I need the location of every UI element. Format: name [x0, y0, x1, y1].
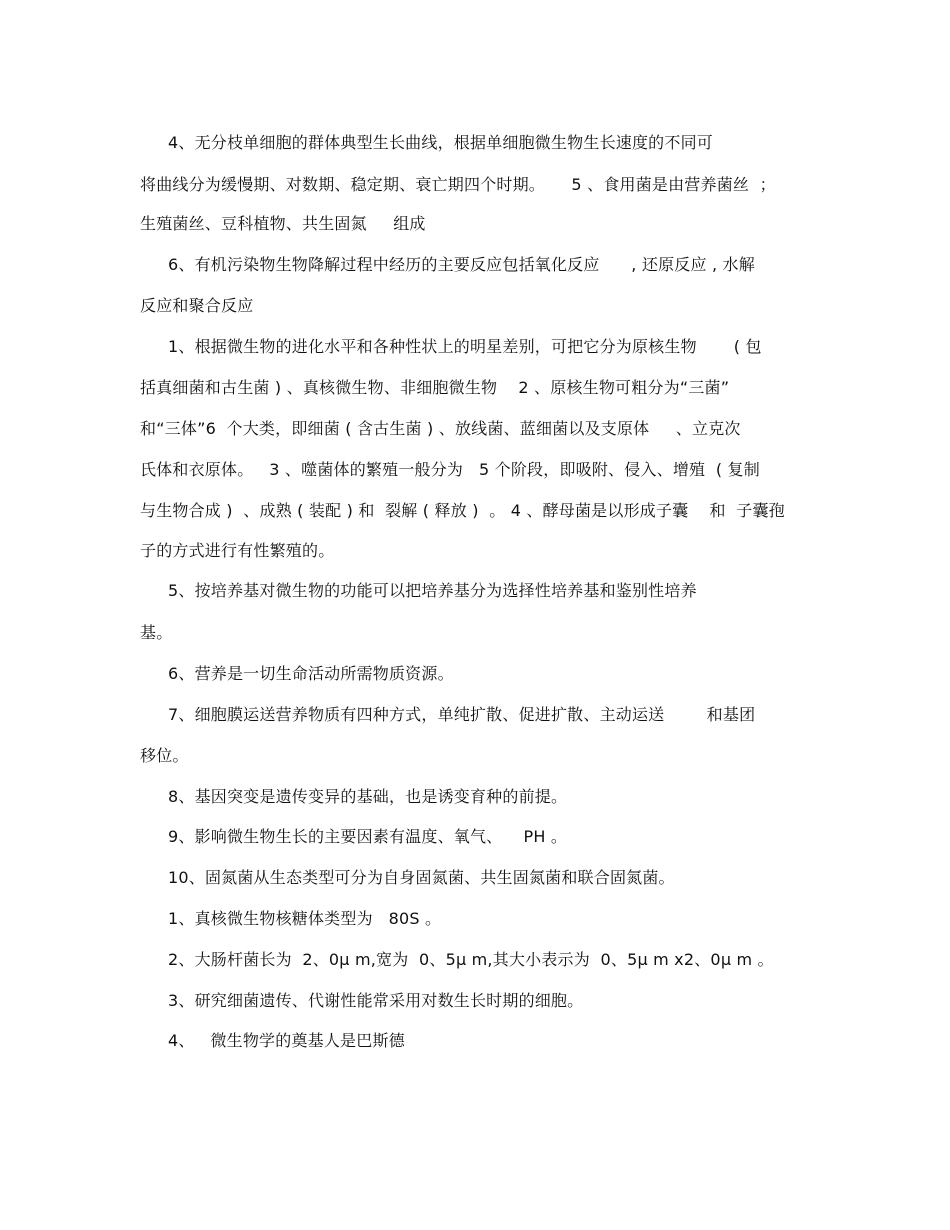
text-line: 6、有机污染物生物降解过程中经历的主要反应包括氧化反应 , 还原反应 , 水解	[168, 255, 755, 274]
text-line: 反应和聚合反应	[140, 296, 254, 315]
text-line: 与生物合成 ) 、成熟 ( 装配 ) 和 裂解 ( 释放 ) 。 4 、酵母菌是以形成子囊 和 子囊孢	[140, 501, 785, 520]
text-line: 1、真核微生物核糖体类型为 80S 。	[168, 909, 442, 928]
text-line: 将曲线分为缓慢期、对数期、稳定期、衰亡期四个时期。 5 、食用菌是由营养菌丝 ；	[140, 175, 776, 194]
text-line: 和“三体”6 个大类，即细菌 ( 含古生菌 ) 、放线菌、蓝细菌以及支原体 、立克次	[140, 419, 741, 438]
text-line: 7、细胞膜运送营养物质有四种方式，单纯扩散、促进扩散、主动运送 和基团	[168, 705, 756, 724]
text-line: 子的方式进行有性繁殖的。	[140, 541, 335, 560]
text-line: 移位。	[140, 746, 189, 765]
text-line: 基。	[140, 623, 173, 642]
text-line: 6、营养是一切生命活动所需物质资源。	[168, 664, 454, 683]
text-line: 9、影响微生物生长的主要因素有温度、氧气、 PH 。	[168, 827, 568, 846]
text-line: 氏体和衣原体。 3 、噬菌体的繁殖一般分为 5 个阶段，即吸附、侵入、增殖 ( 复制	[140, 460, 760, 479]
text-line: 括真细菌和古生菌 ) 、真核微生物、非细胞微生物 2 、原核生物可粗分为“三菌”	[140, 378, 730, 397]
text-line: 4、无分枝单细胞的群体典型生长曲线，根据单细胞微生物生长速度的不同可	[168, 133, 713, 152]
text-line: 2、大肠杆菌长为 2、0μ m,宽为 0、5μ m,其大小表示为 0、5μ m x2、0μ m 。	[168, 950, 774, 969]
text-line: 3、研究细菌遗传、代谢性能常采用对数生长时期的细胞。	[168, 991, 584, 1010]
text-line: 1、根据微生物的进化水平和各种性状上的明星差别，可把它分为原核生物 ( 包	[168, 337, 762, 356]
text-line: 8、基因突变是遗传变异的基础，也是诱变育种的前提。	[168, 787, 568, 806]
text-line: 10、固氮菌从生态类型可分为自身固氮菌、共生固氮菌和联合固氮菌。	[168, 868, 675, 887]
text-line: 5、按培养基对微生物的功能可以把培养基分为选择性培养基和鉴别性培养	[168, 581, 697, 600]
text-line: 4、 微生物学的奠基人是巴斯德	[168, 1031, 405, 1050]
text-line: 生殖菌丝、豆科植物、共生固氮 组成	[140, 214, 426, 233]
